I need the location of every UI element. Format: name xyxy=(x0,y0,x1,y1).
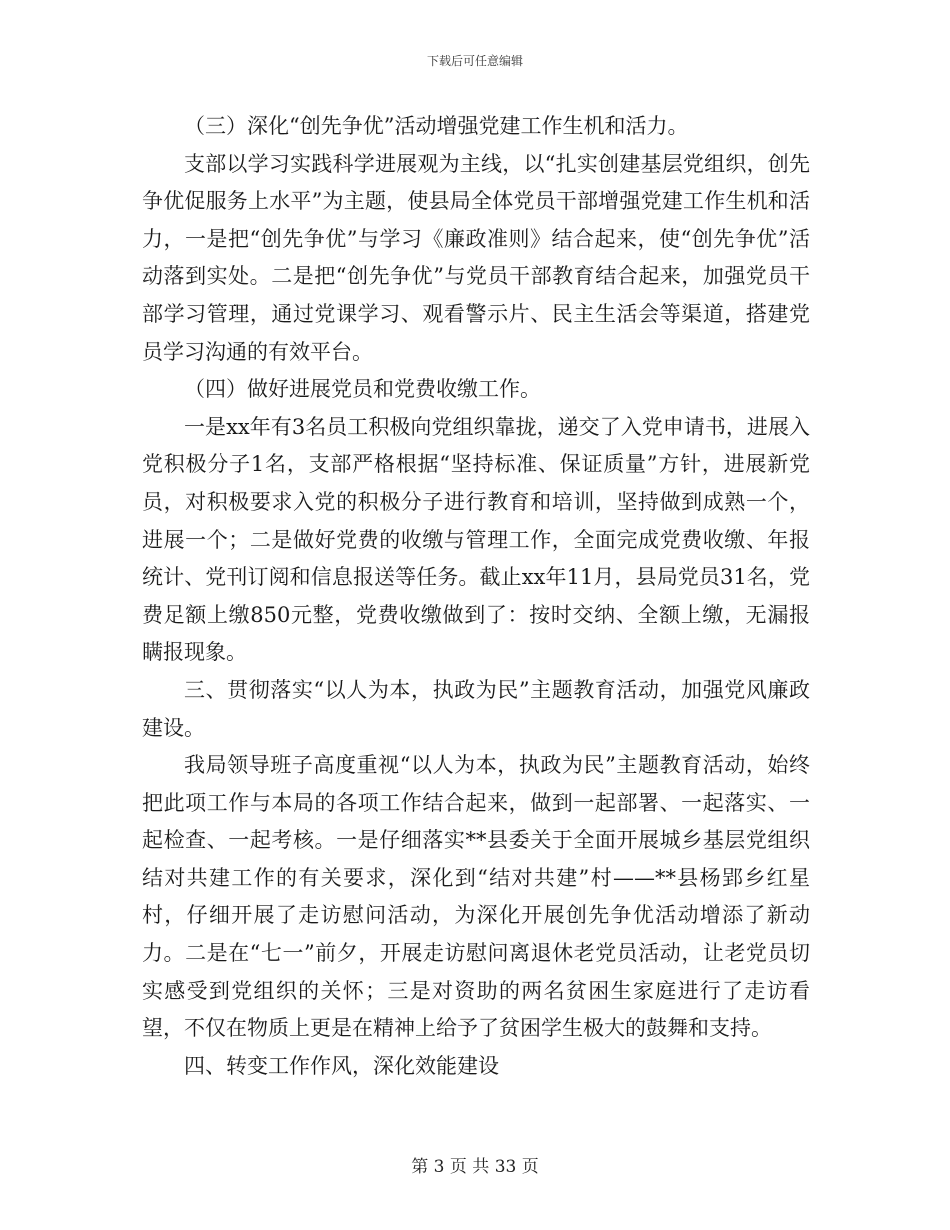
paragraph-section-4: （四）做好进展党员和党费收缴工作。 xyxy=(184,377,541,402)
paragraph: 支部以学习实践科学进展观为主线，以“扎实创建基层党组织，创先争优促服务上水平”为主题，使县局全体党员干部增强党建工作生机和活力，一是把“创先争优”与学习《廉政准则》结合起来，使“创先争优”活动落到实处。二是把“创先争优”与党员干部教育结合起来，加强党员干部学习管理，通过党课学习、观看警示片、民主生活会等渠道，搭建党员学习沟通的有效平台。 xyxy=(142,151,810,364)
page-header: 下载后可任意编辑 xyxy=(426,54,523,68)
paragraph: 我局领导班子高度重视“以人为本，执政为民”主题教育活动，始终把此项工作与本局的各项工作结合起来，做到一起部署、一起落实、一起检查、一起考核。一是仔细落实**县委关于全面开展城乡基层党组织结对共建工作的有关要求，深化到“结对共建”村——**县杨郢乡红星村，仔细开展了走访慰问活动，为深化开展创先争优活动增添了新动力。二是在“七一”前夕，开展走访慰问离退休老党员活动，让老党员切实感受到党组织的关怀；三是对资助的两名贫困生家庭进行了走访看望，不仅在物质上更是在精神上给予了贫困学生极大的鼓舞和支持。 xyxy=(142,753,810,1041)
paragraph: 一是xx年有3名员工积极向党组织靠拢，递交了入党申请书，进展入党积极分子1名，支部严格根据“坚持标准、保证质量”方针，进展新党员，对积极要求入党的积极分子进行教育和培训，坚持做到成熟一个，进展一个；二是做好党费的收缴与管理工作，全面完成党费收缴、年报统计、党刊订阅和信息报送等任务。截止xx年11月，县局党员31名，党费足额上缴850元整，党费收缴做到了：按时交纳、全额上缴，无漏报瞒报现象。 xyxy=(142,414,810,665)
heading-part-4: 四、转变工作作风，深化效能建设 xyxy=(184,1053,499,1078)
page-number: 第 3 页 共 33 页 xyxy=(411,1157,539,1177)
document-body xyxy=(142,108,810,1085)
paragraph-section-3: （三）深化“创先争优”活动增强党建工作生机和活力。 xyxy=(184,114,689,138)
heading-part-3: 三、贯彻落实“以人为本，执政为民”主题教育活动，加强党风廉政建设。 xyxy=(142,677,810,740)
